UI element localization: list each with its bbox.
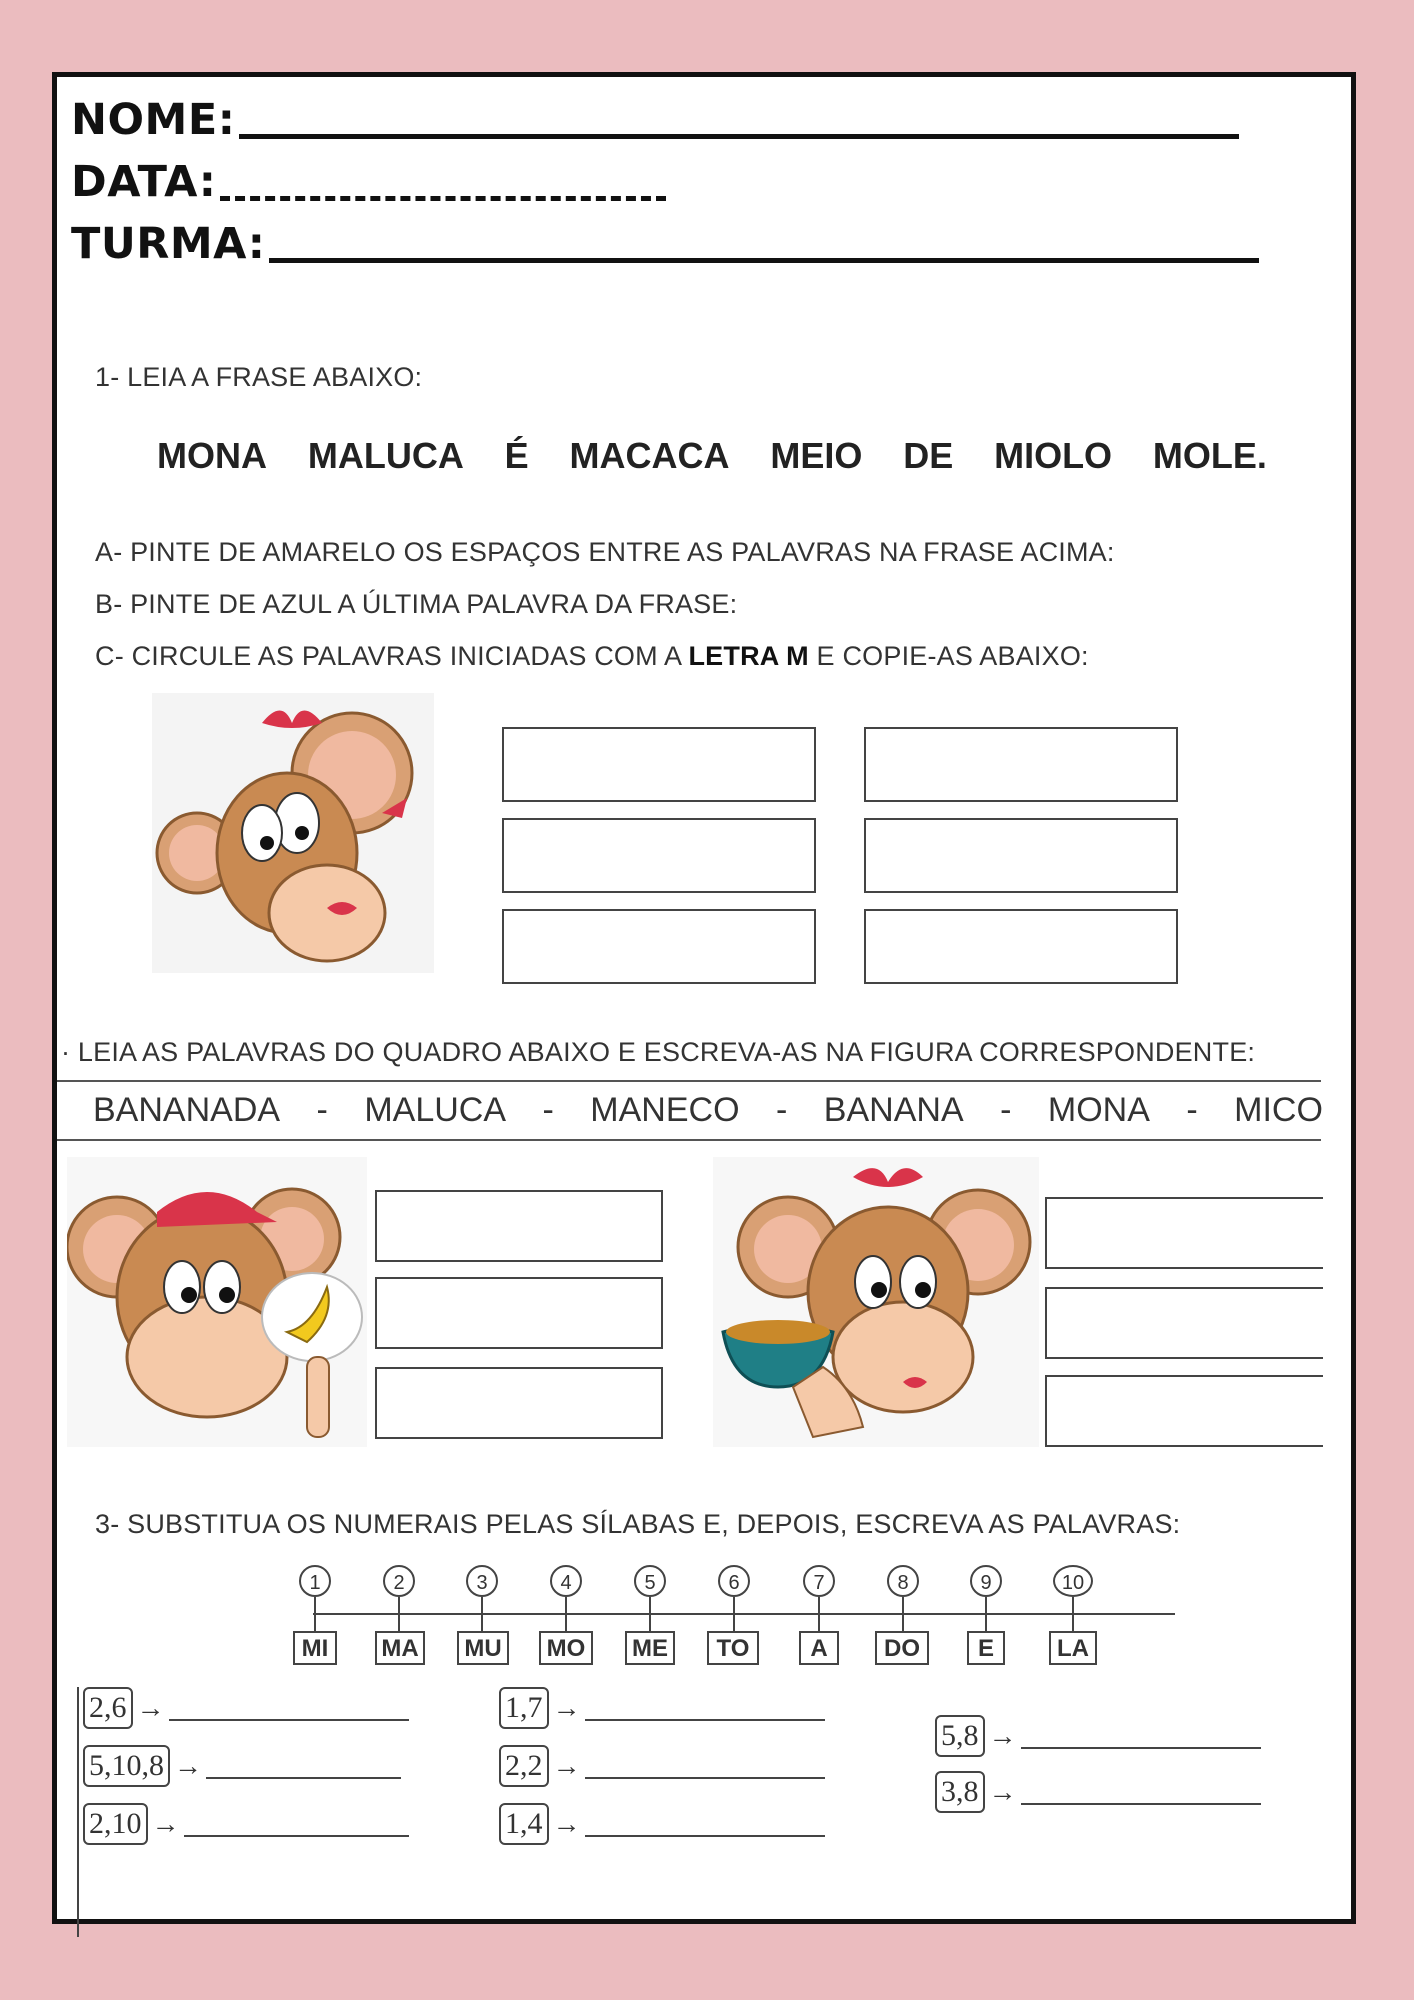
answer-box[interactable]	[375, 1277, 663, 1349]
word-bank-separator: -	[776, 1091, 788, 1129]
item-c	[95, 641, 1089, 672]
key-stem	[649, 1597, 651, 1631]
answer-line[interactable]	[184, 1811, 409, 1837]
item-b: B- PINTE DE AZUL A ÚLTIMA PALAVRA DA FRASE:	[95, 589, 738, 619]
code-item	[935, 1715, 1261, 1757]
word-bank-item: MANECO	[590, 1091, 740, 1129]
answer-box[interactable]	[1045, 1197, 1323, 1269]
code-item	[499, 1687, 825, 1729]
key-stem	[733, 1597, 735, 1631]
girl-monkey-drawing	[713, 1157, 1039, 1447]
syllable-2: MA	[375, 1631, 425, 1665]
arrow: →	[151, 1808, 180, 1839]
code-number: 2,10	[83, 1803, 148, 1845]
girl-monkey-bowl-image	[713, 1157, 1039, 1447]
code-number: 1,4	[499, 1803, 549, 1845]
word-bank-separator: -	[316, 1091, 328, 1129]
worksheet	[52, 72, 1356, 1924]
sentence-word: MALUCA	[307, 435, 464, 476]
word-bank-item: MONA	[1047, 1091, 1150, 1129]
key-stem	[398, 1597, 400, 1631]
key-stem	[902, 1597, 904, 1631]
left-margin-line	[77, 1687, 79, 1937]
arrow: →	[552, 1750, 581, 1781]
date-field-line[interactable]	[220, 196, 666, 201]
code-number: 2,6	[83, 1687, 133, 1729]
name-row	[71, 95, 1239, 145]
key-stem	[985, 1597, 987, 1631]
answer-box[interactable]	[1045, 1375, 1323, 1447]
answer-line[interactable]	[1021, 1723, 1261, 1749]
code-item	[83, 1803, 409, 1845]
sentence-word: MACACA	[569, 435, 730, 476]
number-4: 4	[550, 1565, 582, 1597]
monkey-couple-image	[152, 693, 434, 973]
word-bank-separator: -	[1186, 1091, 1198, 1129]
sentence	[157, 435, 1267, 477]
item-c-bold: LETRA M	[688, 641, 809, 671]
number-10: 10	[1053, 1565, 1093, 1597]
syllable-1: MI	[293, 1631, 337, 1665]
monkey-couple-drawing	[152, 693, 434, 973]
answer-box[interactable]	[375, 1190, 663, 1262]
answer-line[interactable]	[206, 1753, 401, 1779]
key-stem	[1072, 1597, 1074, 1631]
syllable-10: LA	[1049, 1631, 1097, 1665]
number-5: 5	[634, 1565, 666, 1597]
number-2: 2	[383, 1565, 415, 1597]
answer-line[interactable]	[585, 1811, 825, 1837]
date-label: DATA:	[71, 157, 217, 207]
answer-box[interactable]	[502, 727, 816, 802]
name-field-line[interactable]	[239, 134, 1239, 139]
sentence-word: MOLE.	[1152, 435, 1267, 476]
arrow: →	[136, 1692, 165, 1723]
sentence-word: É	[504, 435, 529, 476]
boy-monkey-banana-image	[67, 1157, 367, 1447]
question-3-title: 3- SUBSTITUA OS NUMERAIS PELAS SÍLABAS E, DEPOIS, ESCREVA AS PALAVRAS:	[95, 1509, 1181, 1539]
arrow: →	[174, 1750, 202, 1781]
answer-box[interactable]	[864, 727, 1178, 802]
word-bank-item: MICO	[1234, 1091, 1323, 1129]
syllable-4: MO	[539, 1631, 593, 1665]
syllable-7: A	[799, 1631, 839, 1665]
class-field-line[interactable]	[269, 258, 1259, 263]
answer-box[interactable]	[864, 818, 1178, 893]
code-item	[499, 1745, 825, 1787]
word-bank-item: MALUCA	[364, 1091, 507, 1129]
answer-line[interactable]	[1021, 1779, 1261, 1805]
word-bank-separator: -	[1000, 1091, 1012, 1129]
sentence-word: MIOLO	[994, 435, 1113, 476]
word-bank-item: BANANA	[823, 1091, 964, 1129]
code-number: 5,8	[935, 1715, 985, 1757]
code-item	[499, 1803, 825, 1845]
arrow: →	[552, 1692, 581, 1723]
class-row	[71, 219, 1259, 269]
answer-box[interactable]	[502, 909, 816, 984]
syllable-9: E	[967, 1631, 1005, 1665]
answer-box[interactable]	[375, 1367, 663, 1439]
key-stem	[314, 1597, 316, 1631]
syllable-8: DO	[875, 1631, 929, 1665]
key-stem	[481, 1597, 483, 1631]
item-c-text: C- CIRCULE AS PALAVRAS INICIADAS COM A	[95, 641, 689, 671]
syllable-6: TO	[707, 1631, 759, 1665]
number-7: 7	[803, 1565, 835, 1597]
question-2-title: · LEIA AS PALAVRAS DO QUADRO ABAIXO E ESCREVA-AS NA FIGURA CORRESPONDENTE:	[61, 1037, 1256, 1067]
answer-line[interactable]	[585, 1695, 825, 1721]
code-item	[83, 1745, 401, 1787]
syllable-3: MU	[457, 1631, 509, 1665]
syllable-5: ME	[625, 1631, 675, 1665]
arrow: →	[988, 1720, 1017, 1751]
item-a: A- PINTE DE AMARELO OS ESPAÇOS ENTRE AS PALAVRAS NA FRASE ACIMA:	[95, 537, 1115, 567]
word-bank-separator: -	[542, 1091, 554, 1129]
sentence-word: MEIO	[770, 435, 863, 476]
code-item	[935, 1771, 1261, 1813]
divider	[57, 1080, 1321, 1082]
number-6: 6	[718, 1565, 750, 1597]
arrow: →	[552, 1808, 581, 1839]
code-number: 5,10,8	[83, 1745, 170, 1787]
answer-line[interactable]	[585, 1753, 825, 1779]
boy-monkey-drawing	[67, 1157, 367, 1447]
code-item	[83, 1687, 409, 1729]
number-1: 1	[299, 1565, 331, 1597]
answer-line[interactable]	[169, 1695, 409, 1721]
divider	[57, 1139, 1321, 1141]
answer-box[interactable]	[502, 818, 816, 893]
sentence-word: MONA	[157, 435, 267, 476]
name-label: NOME:	[71, 95, 236, 145]
code-number: 2,2	[499, 1745, 549, 1787]
arrow: →	[988, 1776, 1017, 1807]
code-number: 1,7	[499, 1687, 549, 1729]
answer-box[interactable]	[864, 909, 1178, 984]
key-stem	[818, 1597, 820, 1631]
date-row	[71, 157, 666, 207]
word-bank	[93, 1091, 1323, 1130]
key-stem	[565, 1597, 567, 1631]
item-c-text-end: E COPIE-AS ABAIXO:	[808, 641, 1089, 671]
sentence-word: DE	[903, 435, 954, 476]
class-label: TURMA:	[71, 219, 266, 269]
question-1-title: 1- LEIA A FRASE ABAIXO:	[95, 362, 423, 392]
number-9: 9	[970, 1565, 1002, 1597]
number-8: 8	[887, 1565, 919, 1597]
key-connector-line	[313, 1613, 1175, 1615]
code-number: 3,8	[935, 1771, 985, 1813]
answer-box[interactable]	[1045, 1287, 1323, 1359]
word-bank-item: BANANADA	[93, 1091, 281, 1129]
number-3: 3	[466, 1565, 498, 1597]
